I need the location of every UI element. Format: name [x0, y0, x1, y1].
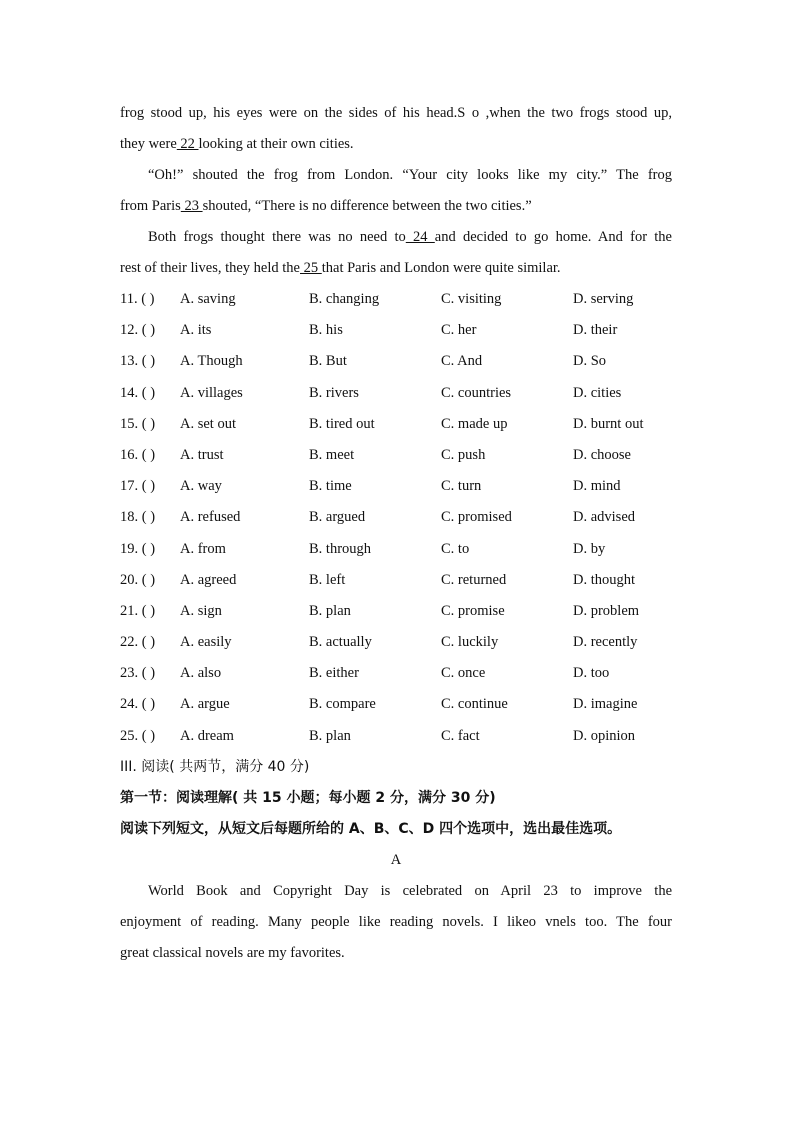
option-b: B. But [309, 353, 347, 370]
option-d: D. choose [573, 446, 631, 463]
blank-25: 25 [300, 260, 322, 276]
blank-23: 23 [180, 198, 203, 214]
option-b: B. meet [309, 446, 355, 463]
option-b: B. plan [309, 727, 351, 744]
option-c: C. And [441, 353, 483, 370]
option-d: D. burnt out [573, 415, 644, 432]
question-number: 21. ( ) [120, 602, 156, 619]
question-number: 16. ( ) [120, 446, 156, 463]
option-d: D. serving [573, 291, 634, 307]
option-b: B. actually [309, 634, 372, 651]
option-c: C. to [441, 540, 470, 557]
option-row-23 [120, 658, 672, 689]
question-number: 22. ( ) [120, 634, 156, 651]
option-c: C. promise [441, 602, 505, 619]
option-row-15 [120, 409, 672, 440]
option-row-16 [120, 440, 672, 471]
passage-line-1 [120, 98, 672, 129]
option-c: C. her [441, 322, 477, 339]
passage-text: enjoyment of reading. Many people like reading novels. I likeo vnels too. The four [120, 913, 672, 930]
option-a: A. also [180, 665, 222, 682]
option-row-22 [120, 627, 672, 658]
option-c: C. visiting [441, 291, 502, 307]
option-c: C. promised [441, 509, 512, 526]
option-a: A. easily [180, 634, 232, 651]
option-c: C. returned [441, 571, 507, 588]
question-number: 13. ( ) [120, 353, 156, 370]
option-a: A. its [180, 322, 212, 339]
option-a: A. refused [180, 509, 241, 526]
option-c: C. made up [441, 415, 508, 432]
blank-22: 22 [176, 136, 199, 152]
option-c: C. fact [441, 727, 480, 744]
question-number: 20. ( ) [120, 571, 156, 588]
question-number: 18. ( ) [120, 509, 156, 526]
passage-a-line-2 [120, 907, 672, 938]
option-c: C. push [441, 446, 486, 463]
option-b: B. time [309, 478, 352, 495]
option-a: A. agreed [180, 571, 237, 588]
section-heading: III. 阅读( 共两节，满分 40 分) [120, 758, 310, 775]
option-b: B. argued [309, 509, 366, 526]
options-list [120, 284, 672, 752]
option-c: C. turn [441, 478, 482, 495]
passage-text: frog stood up, his eyes were on the sides of his head.S o ,when the two frogs stood up, [120, 105, 672, 121]
question-number: 15. ( ) [120, 415, 156, 432]
option-c: C. continue [441, 696, 508, 713]
option-a: A. saving [180, 291, 236, 307]
passage-text: rest of their lives, they held the [120, 260, 300, 276]
part-heading: 第一节：阅读理解( 共 15 小题；每小题 2 分，满分 30 分) [120, 789, 496, 806]
option-a: A. way [180, 478, 222, 495]
option-a: A. trust [180, 446, 224, 463]
question-number: 14. ( ) [120, 384, 156, 401]
passage-a-line-3 [120, 938, 672, 969]
option-d: D. So [573, 353, 607, 370]
question-number: 11. ( ) [120, 291, 155, 307]
question-number: 25. ( ) [120, 727, 156, 744]
option-b: B. either [309, 665, 359, 682]
option-d: D. advised [573, 509, 636, 526]
option-a: A. argue [180, 696, 230, 713]
document-content [120, 98, 672, 969]
passage-text: looking at their own cities. [198, 136, 354, 152]
option-c: C. luckily [441, 634, 499, 651]
option-row-21 [120, 596, 672, 627]
passage-line-6 [120, 253, 672, 284]
option-a: A. sign [180, 602, 222, 619]
passage-line-4 [120, 191, 672, 222]
question-number: 17. ( ) [120, 478, 156, 495]
passage-text: shouted, “There is no difference between the two cities.” [202, 198, 532, 214]
option-d: D. opinion [573, 727, 636, 744]
option-d: D. recently [573, 634, 638, 651]
option-b: B. his [309, 322, 343, 339]
option-c: C. once [441, 665, 486, 682]
passage-text: from Paris [120, 198, 181, 214]
option-row-13 [120, 346, 672, 377]
option-a: A. set out [180, 415, 236, 432]
question-number: 23. ( ) [120, 665, 156, 682]
option-d: D. imagine [573, 696, 638, 713]
option-d: D. cities [573, 384, 622, 401]
passage-line-5 [120, 222, 672, 253]
option-row-17 [120, 471, 672, 502]
passage-text: great classical novels are my favorites. [120, 944, 345, 961]
option-row-14 [120, 378, 672, 409]
passage-a-line-1 [120, 876, 672, 907]
option-row-20 [120, 565, 672, 596]
option-row-25 [120, 721, 672, 752]
question-number: 12. ( ) [120, 322, 156, 339]
option-row-24 [120, 689, 672, 720]
option-d: D. problem [573, 602, 640, 619]
option-c: C. countries [441, 384, 512, 401]
option-a: A. Though [180, 353, 243, 370]
option-d: D. mind [573, 478, 621, 495]
option-a: A. from [180, 540, 226, 557]
passage-line-3 [120, 160, 672, 191]
option-row-19 [120, 534, 672, 565]
passage-letter: A [390, 851, 402, 868]
passage-text: that Paris and London were quite similar. [321, 260, 561, 276]
option-d: D. their [573, 322, 618, 339]
option-d: D. thought [573, 571, 636, 588]
passage-text: they were [120, 136, 177, 152]
option-row-12 [120, 315, 672, 346]
passage-text: “Oh!” shouted the frog from London. “Your city looks like my city.” The frog [148, 167, 672, 183]
passage-text: Both frogs thought there was no need to [148, 229, 406, 245]
option-b: B. tired out [309, 415, 375, 432]
instruction-text: 阅读下列短文，从短文后每题所给的 A、B、C、D 四个选项中，选出最佳选项。 [120, 820, 622, 837]
passage-text: and decided to go home. And for the [434, 229, 672, 245]
option-b: B. changing [309, 291, 380, 307]
option-d: D. by [573, 540, 606, 557]
question-number: 24. ( ) [120, 696, 156, 713]
blank-24: 24 [405, 229, 435, 245]
option-b: B. compare [309, 696, 376, 713]
passage-text: World Book and Copyright Day is celebrated on April 23 to improve the [148, 882, 672, 899]
option-row-11 [120, 284, 672, 315]
option-a: A. dream [180, 727, 234, 744]
passage-line-2 [120, 129, 672, 160]
option-b: B. plan [309, 602, 351, 619]
option-b: B. left [309, 571, 346, 588]
option-b: B. through [309, 540, 372, 557]
question-number: 19. ( ) [120, 540, 156, 557]
option-b: B. rivers [309, 384, 359, 401]
option-a: A. villages [180, 384, 243, 401]
option-d: D. too [573, 665, 610, 682]
option-row-18 [120, 502, 672, 533]
